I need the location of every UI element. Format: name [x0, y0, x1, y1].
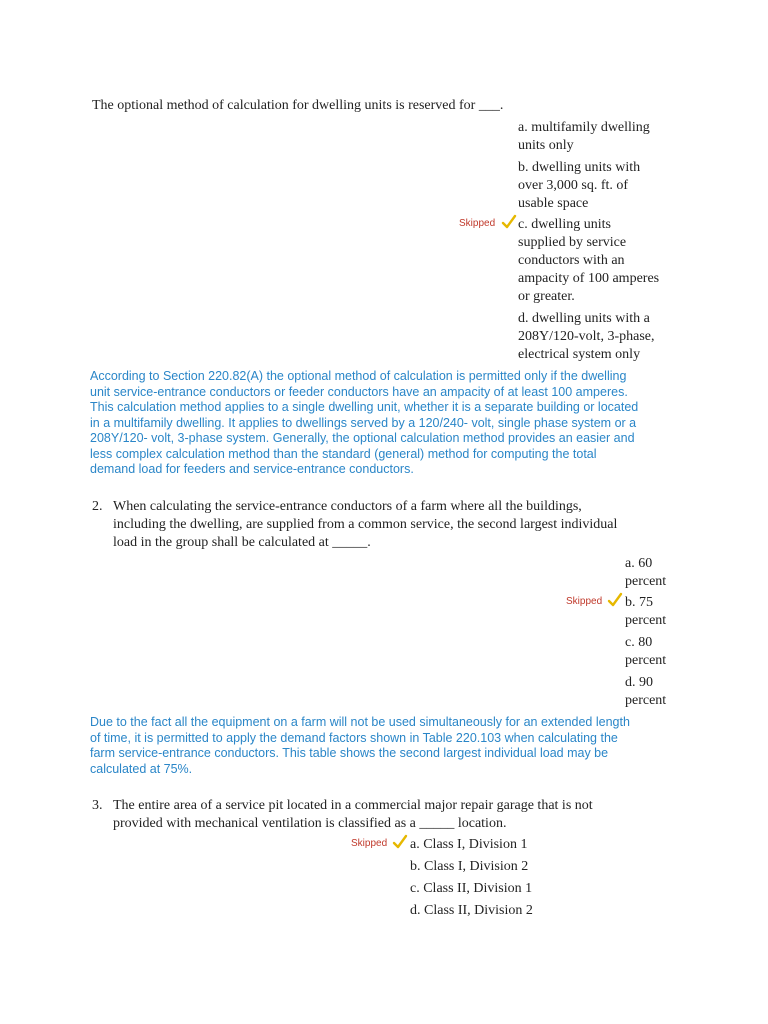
q2-skipped-label: Skipped: [566, 596, 603, 607]
q2-option-a[interactable]: a. 60 percent: [625, 556, 667, 589]
checkmark-icon: [607, 592, 623, 608]
q1-skipped-label: Skipped: [459, 218, 496, 229]
checkmark-icon: [501, 214, 517, 230]
question-2-number: 2.: [92, 499, 103, 514]
checkmark-icon: [392, 834, 408, 850]
q2-explanation: Due to the fact all the equipment on a farm will not be used simultaneously for an extended length of time, it is permitted to apply the demand factors shown in Table 220.103 when calculating the farm service-entrance conductors. This table shows the second largest individual load may be calculated at 75%.: [90, 715, 630, 776]
question-1-text: The optional method of calculation for dwelling units is reserved for ___.: [92, 98, 504, 113]
q1-option-c[interactable]: c. dwelling units supplied by service conductors with an ampacity of 100 amperes or greater.: [518, 217, 660, 304]
q1-option-b[interactable]: b. dwelling units with over 3,000 sq. ft. of usable space: [518, 160, 641, 211]
q2-option-b[interactable]: b. 75 percent: [625, 595, 667, 628]
q2-option-d[interactable]: d. 90 percent: [625, 675, 667, 708]
question-2-text: When calculating the service-entrance conductors of a farm where all the buildings, including the dwelling, are supplied from a common service, the second largest individual load in the group shall be calculated at _____.: [113, 499, 618, 550]
question-3-text: The entire area of a service pit located in a commercial major repair garage that is not provided with mechanical ventilation is classified as a _____ location.: [113, 798, 593, 831]
q1-explanation: According to Section 220.82(A) the optional method of calculation is permitted only if the dwelling unit service-entrance conductors or feeder conductors have an ampacity of at least 100 amperes. This calculation method applies to a single dwelling unit, whether it is a separate building or located in a multifamily dwelling. It applies to dwellings served by a 120/240- volt, single phase system or a 208Y/120- volt, 3-phase system. Generally, the optional calculation method provides an easier and less complex calculation method than the standard (general) method for computing the total demand load for feeders and service-entrance conductors.: [90, 369, 639, 476]
question-3-number: 3.: [92, 798, 103, 813]
q2-option-c[interactable]: c. 80 percent: [625, 635, 667, 668]
q3-skipped-label: Skipped: [351, 838, 388, 849]
q3-option-a[interactable]: a. Class I, Division 1: [410, 837, 528, 852]
q1-option-d[interactable]: d. dwelling units with a 208Y/120-volt, 3-phase, electrical system only: [518, 311, 655, 362]
q1-option-a[interactable]: a. multifamily dwelling units only: [518, 120, 650, 153]
q3-option-d[interactable]: d. Class II, Division 2: [410, 903, 533, 918]
q3-option-b[interactable]: b. Class I, Division 2: [410, 859, 529, 874]
q3-option-c[interactable]: c. Class II, Division 1: [410, 881, 533, 896]
